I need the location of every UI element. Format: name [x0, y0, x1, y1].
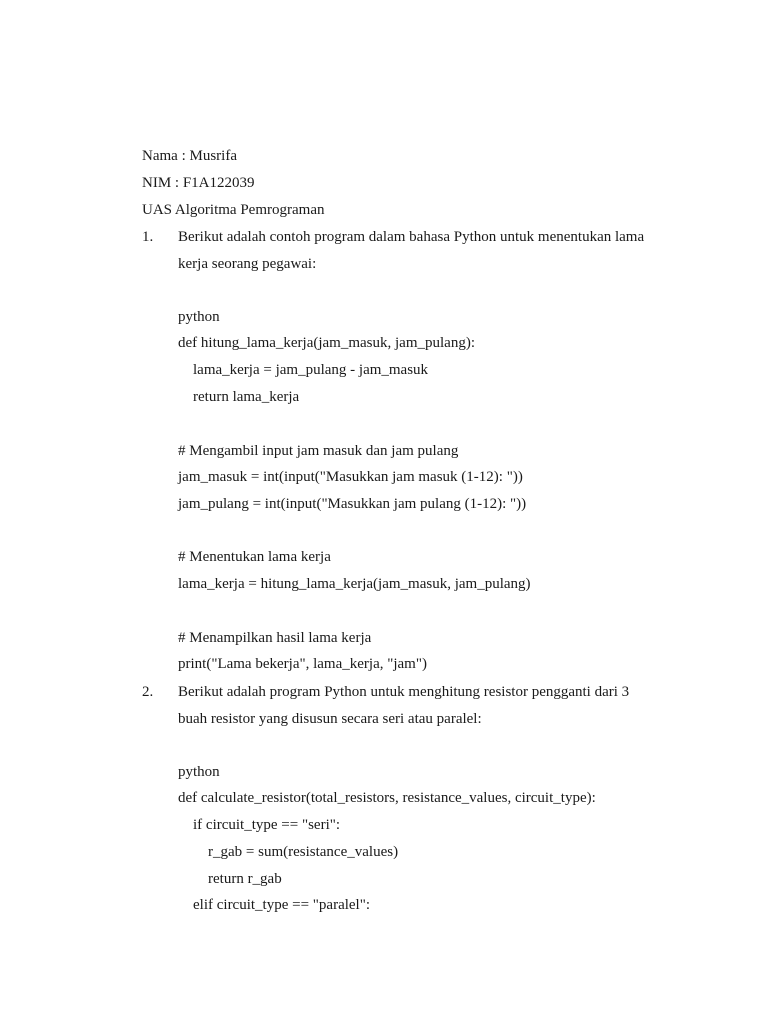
code-line: lama_kerja = jam_pulang - jam_masuk: [193, 362, 429, 378]
exam-subject: UAS Algoritma Pemrograman: [142, 202, 325, 218]
code-line: def hitung_lama_kerja(jam_masuk, jam_pulang):: [178, 335, 475, 351]
question-2-intro-line-2: buah resistor yang disusun secara seri atau paralel:: [178, 711, 482, 727]
code-line: python: [178, 764, 220, 780]
code-line: if circuit_type == "seri":: [193, 817, 341, 833]
code-comment: # Menentukan lama kerja: [178, 549, 331, 565]
code-line: lama_kerja = hitung_lama_kerja(jam_masuk, jam_pulang): [178, 576, 531, 592]
code-comment: # Menampilkan hasil lama kerja: [178, 630, 372, 646]
student-nim: NIM : F1A122039: [142, 175, 255, 191]
question-1-intro-line-1: Berikut adalah contoh program dalam bahasa Python untuk menentukan lama: [178, 229, 645, 245]
question-2-intro-line-1: Berikut adalah program Python untuk menghitung resistor pengganti dari 3: [178, 684, 630, 700]
code-line: r_gab = sum(resistance_values): [208, 844, 399, 860]
code-line: return lama_kerja: [193, 389, 300, 405]
code-comment: # Mengambil input jam masuk dan jam pulang: [178, 443, 459, 459]
code-line: def calculate_resistor(total_resistors, resistance_values, circuit_type):: [178, 790, 596, 806]
code-line: return r_gab: [208, 871, 282, 887]
code-line: jam_pulang = int(input("Masukkan jam pulang (1-12): ")): [178, 496, 527, 512]
question-2-number: 2.: [142, 684, 154, 700]
question-1-intro-line-2: kerja seorang pegawai:: [178, 256, 317, 272]
student-name: Nama : Musrifa: [142, 148, 237, 164]
code-line: jam_masuk = int(input("Masukkan jam masuk (1-12): ")): [178, 469, 523, 485]
code-line: python: [178, 309, 220, 325]
code-line: print("Lama bekerja", lama_kerja, "jam"): [178, 656, 427, 672]
code-line: elif circuit_type == "paralel":: [193, 897, 371, 913]
question-1-number: 1.: [142, 229, 154, 245]
